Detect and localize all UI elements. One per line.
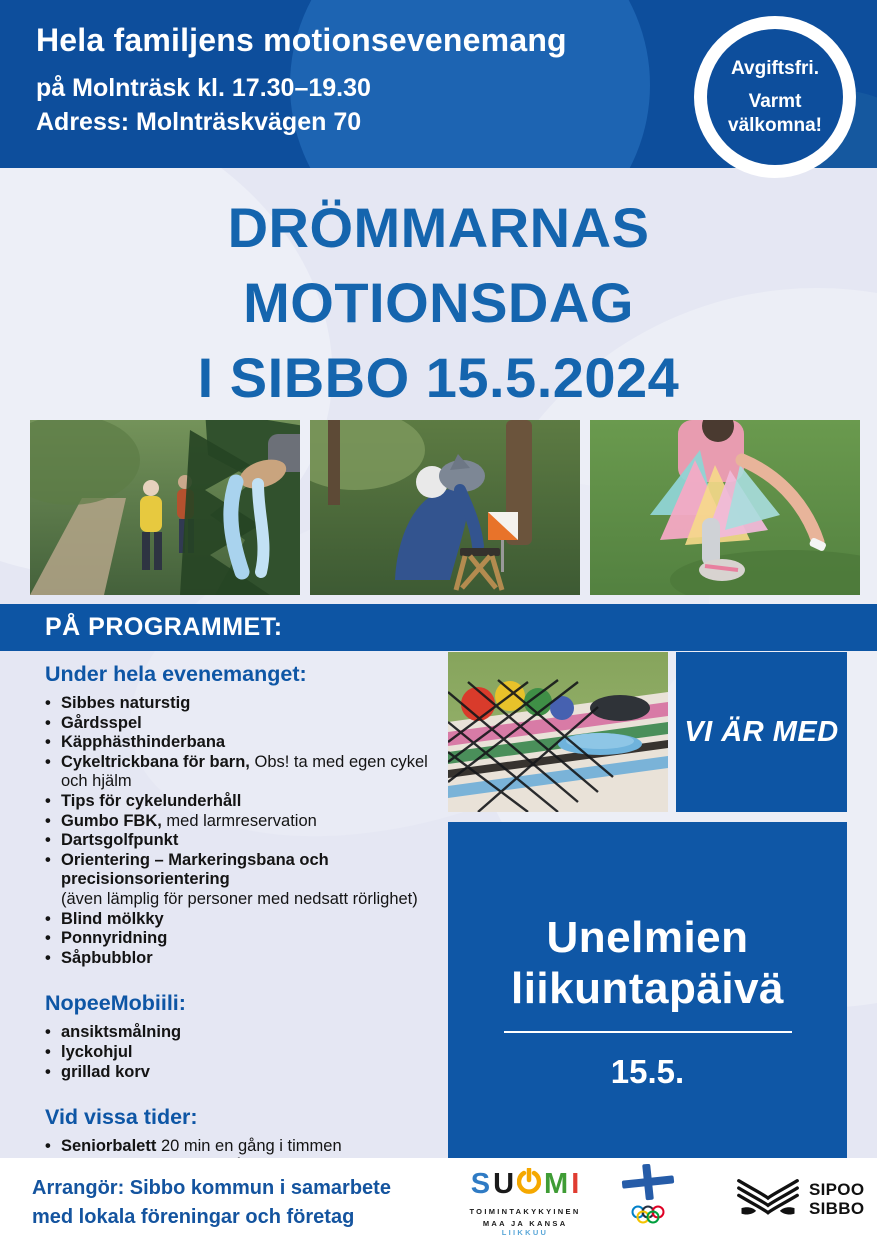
badge-line-2: Varmt välkomna! (728, 90, 822, 136)
program-item: • lyckohjul (45, 1043, 453, 1063)
program-item: • Seniorbalett 20 min en gång i timmen (45, 1137, 453, 1157)
arranger-text (32, 1174, 391, 1232)
program-bar-title: PÅ PROGRAMMET: (45, 613, 283, 641)
list-nopeemobiili (45, 1023, 453, 1082)
program-item: • Dartsgolfpunkt (45, 831, 453, 851)
unelmien-divider (504, 1031, 792, 1033)
poster-body (0, 168, 877, 1158)
photo-sports-equipment (448, 652, 668, 812)
photo-child-tutu (590, 420, 860, 595)
header-title: Hela familjens motionsevenemang (36, 22, 567, 58)
program-item: • Såpbubblor (45, 949, 453, 969)
arranger-line-1: Arrangör: Sibbo kommun i samarbete (32, 1177, 391, 1199)
program-column (45, 662, 453, 1158)
program-item: • Tips för cykelunderhåll (45, 792, 453, 812)
header-text-block (36, 22, 567, 139)
free-entry-badge (694, 16, 856, 178)
program-item: • grillad korv (45, 1063, 453, 1083)
heading-under-hela-evenemanget: Under hela evenemanget: (45, 662, 307, 686)
program-item: • Ponnyridning (45, 929, 453, 949)
power-icon (517, 1168, 541, 1200)
program-item: • Sibbes naturstig (45, 694, 453, 714)
program-item: • Cykeltrickbana för barn, Obs! ta med egen cykel och hjälm (45, 753, 453, 792)
list-under-hela-evenemanget (45, 694, 453, 968)
header-address: Adress: Molnträskvägen 70 (36, 108, 362, 136)
heading-nopeemobiili: NopeeMobiili: (45, 991, 186, 1016)
page-title-line-1: DRÖMMARNAS (227, 196, 650, 259)
header-place-time: på Molnträsk kl. 17.30–19.30 (36, 74, 371, 102)
sipoo-wings-icon (736, 1176, 800, 1222)
page-title-line-2: MOTIONSDAG (243, 271, 634, 334)
program-item: • Käpphästhinderbana (45, 733, 453, 753)
program-item: • ansiktsmålning (45, 1023, 453, 1043)
suomi-wordmark: S U M I (470, 1168, 580, 1200)
page-title-line-3: I SIBBO 15.5.2024 (197, 346, 680, 409)
sipoo-wordmark: SIPOO SIBBO (809, 1180, 865, 1218)
footer (0, 1158, 877, 1240)
vi-ar-med-label: VI ÄR MED (684, 715, 839, 748)
unelmien-date: 15.5. (610, 1053, 685, 1090)
unelmien-box (448, 822, 847, 1158)
program-section-bar (0, 604, 877, 651)
arranger-line-2: med lokala föreningar och företag (32, 1206, 355, 1228)
unelmien-line-2: liikuntapäivä (510, 964, 785, 1013)
list-vid-vissa-tider (45, 1137, 453, 1158)
suomi-tagline-2: MAA JA KANSA LIIKKUU (482, 1219, 568, 1237)
page-title (0, 190, 877, 415)
free-entry-badge-text (707, 29, 843, 165)
suomi-logo (458, 1168, 592, 1237)
olympic-committee-logo (612, 1164, 684, 1231)
program-item: • Gårdsspel (45, 714, 453, 734)
badge-line-1: Avgiftsfri. (731, 57, 819, 79)
sipoo-sibbo-logo (736, 1176, 864, 1222)
program-item: • Orientering – Markeringsbana och precisionsorientering (även lämplig för personer med nedsatt rörlighet) (45, 851, 453, 910)
heading-vid-vissa-tider: Vid vissa tider: (45, 1105, 198, 1130)
unelmien-line-1: Unelmien (546, 913, 749, 962)
program-item (45, 1157, 453, 1158)
finnish-cross-and-rings-icon (616, 1164, 680, 1226)
vi-ar-med-box (676, 652, 847, 812)
program-item-note: (även lämplig för personer med nedsatt rörlighet) (61, 889, 418, 908)
photo-orienteering-costume (310, 420, 580, 595)
program-item: • Blind mölkky (45, 910, 453, 930)
program-item: • Gumbo FBK, med larmreservation (45, 812, 453, 832)
suomi-tagline-1: TOIMINTAKYKYINEN (469, 1207, 581, 1216)
photo-forest-trail (30, 420, 300, 595)
unelmien-title (448, 822, 847, 1014)
